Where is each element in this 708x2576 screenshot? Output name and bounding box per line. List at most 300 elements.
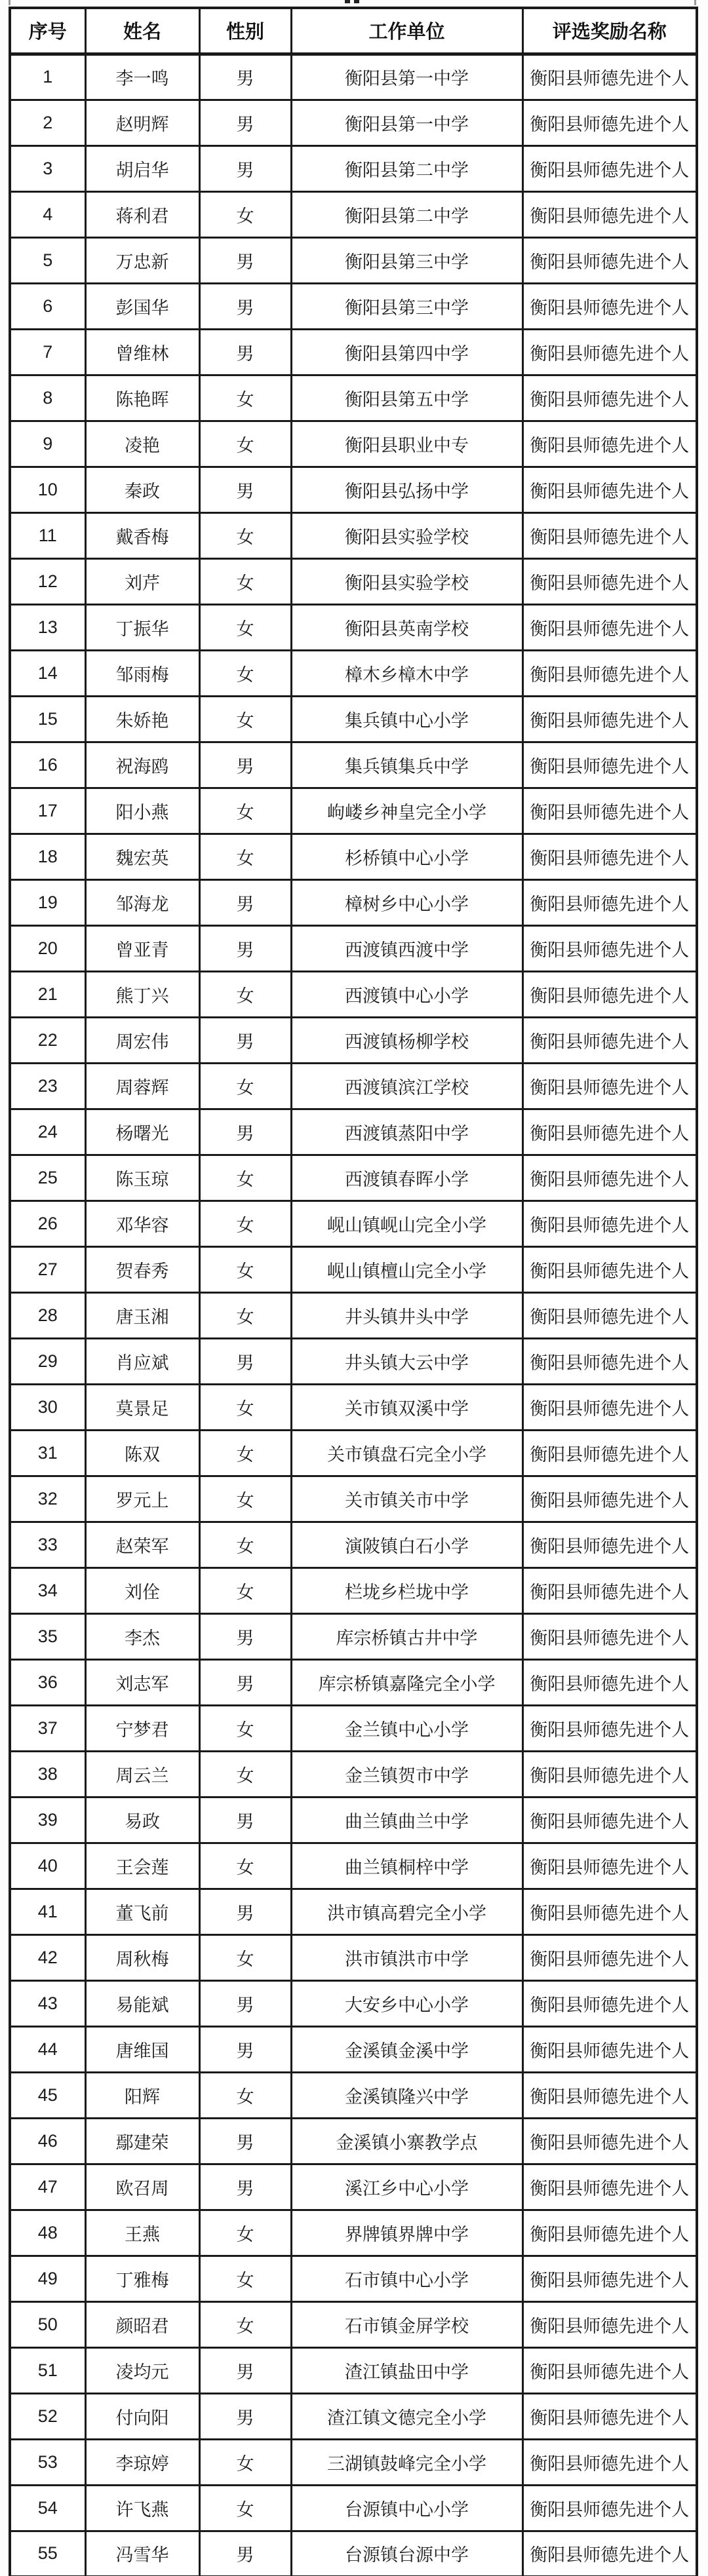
header-cell-gender: 性别: [199, 8, 291, 54]
cell-name: 李琼婷: [85, 2439, 199, 2485]
cell-unit: 衡阳县第三中学: [291, 283, 522, 329]
cell-unit: 金溪镇小寨教学点: [291, 2118, 522, 2164]
cell-gender: 男: [199, 1017, 291, 1063]
cell-award: 衡阳县师德先进个人: [522, 2347, 697, 2393]
cell-gender: 女: [199, 1063, 291, 1109]
cell-name: 陈玉琼: [85, 1155, 199, 1201]
cell-serial: 47: [10, 2164, 85, 2210]
header-cell-serial: 序号: [10, 8, 85, 54]
cell-unit: 演陂镇白石小学: [291, 1522, 522, 1567]
cell-award: 衡阳县师德先进个人: [522, 2393, 697, 2439]
cell-award: 衡阳县师德先进个人: [522, 2531, 697, 2576]
cell-unit: 井头镇大云中学: [291, 1338, 522, 1384]
cell-award: 衡阳县师德先进个人: [522, 1338, 697, 1384]
cell-award: 衡阳县师德先进个人: [522, 145, 697, 191]
cell-award: 衡阳县师德先进个人: [522, 925, 697, 971]
cell-name: 戴香梅: [85, 512, 199, 558]
cell-unit: 岘山镇檀山完全小学: [291, 1246, 522, 1292]
cell-name: 冯雪华: [85, 2531, 199, 2576]
cell-unit: 金溪镇金溪中学: [291, 2026, 522, 2072]
table-row: [10, 1751, 697, 1797]
header-cell-award: 评选奖励名称: [522, 8, 697, 54]
cell-unit: 衡阳县第五中学: [291, 375, 522, 421]
cell-gender: 男: [199, 1109, 291, 1155]
cell-unit: 衡阳县英南学校: [291, 604, 522, 650]
cell-award: 衡阳县师德先进个人: [522, 1843, 697, 1889]
cell-serial: 25: [10, 1155, 85, 1201]
cell-serial: 41: [10, 1889, 85, 1934]
cell-gender: 女: [199, 604, 291, 650]
cell-unit: 金兰镇中心小学: [291, 1705, 522, 1751]
cell-gender: 女: [199, 834, 291, 879]
cell-serial: 48: [10, 2210, 85, 2256]
cell-gender: 男: [199, 2164, 291, 2210]
cell-unit: 曲兰镇曲兰中学: [291, 1797, 522, 1843]
cell-unit: 衡阳县第四中学: [291, 329, 522, 375]
cell-award: 衡阳县师德先进个人: [522, 1522, 697, 1567]
cell-name: 董飞前: [85, 1889, 199, 1934]
cell-gender: 女: [199, 512, 291, 558]
cell-award: 衡阳县师德先进个人: [522, 2301, 697, 2347]
cell-gender: 男: [199, 925, 291, 971]
cell-award: 衡阳县师德先进个人: [522, 1567, 697, 1613]
cell-unit: 关市镇双溪中学: [291, 1384, 522, 1430]
cell-award: 衡阳县师德先进个人: [522, 1155, 697, 1201]
cell-gender: 女: [199, 1567, 291, 1613]
header-cell-unit: 工作单位: [291, 8, 522, 54]
table-row: [10, 2118, 697, 2164]
cell-name: 颜昭君: [85, 2301, 199, 2347]
cell-name: 陈双: [85, 1430, 199, 1476]
cell-award: 衡阳县师德先进个人: [522, 191, 697, 237]
cell-unit: 井头镇井头中学: [291, 1292, 522, 1338]
table-row: [10, 1017, 697, 1063]
table-row: [10, 2301, 697, 2347]
cell-award: 衡阳县师德先进个人: [522, 879, 697, 925]
cell-serial: 40: [10, 1843, 85, 1889]
header-cell-name: 姓名: [85, 8, 199, 54]
table-row: [10, 1109, 697, 1155]
cell-unit: 大安乡中心小学: [291, 1980, 522, 2026]
cell-serial: 9: [10, 421, 85, 467]
cell-name: 付向阳: [85, 2393, 199, 2439]
table-row: [10, 1476, 697, 1522]
cell-name: 丁雅梅: [85, 2256, 199, 2301]
cell-gender: 女: [199, 1201, 291, 1246]
cell-gender: 女: [199, 1155, 291, 1201]
table-row: [10, 2531, 697, 2576]
table-row: [10, 100, 697, 145]
cell-serial: 34: [10, 1567, 85, 1613]
cell-name: 刘芹: [85, 558, 199, 604]
cell-unit: 西渡镇杨柳学校: [291, 1017, 522, 1063]
cell-name: 胡启华: [85, 145, 199, 191]
cell-name: 曾亚青: [85, 925, 199, 971]
table-row: [10, 2347, 697, 2393]
cell-unit: 关市镇关市中学: [291, 1476, 522, 1522]
cell-gender: 男: [199, 54, 291, 100]
cell-name: 罗元上: [85, 1476, 199, 1522]
cell-gender: 男: [199, 1659, 291, 1705]
cell-name: 邹雨梅: [85, 650, 199, 696]
cell-name: 彭国华: [85, 283, 199, 329]
table-row: [10, 834, 697, 879]
cell-serial: 29: [10, 1338, 85, 1384]
cell-unit: 衡阳县弘扬中学: [291, 467, 522, 512]
cell-serial: 39: [10, 1797, 85, 1843]
cell-gender: 女: [199, 1843, 291, 1889]
header-row: [10, 8, 697, 54]
table-row: [10, 742, 697, 788]
cell-unit: 库宗桥镇嘉隆完全小学: [291, 1659, 522, 1705]
cell-award: 衡阳县师德先进个人: [522, 834, 697, 879]
cell-serial: 10: [10, 467, 85, 512]
cell-unit: 库宗桥镇古井中学: [291, 1613, 522, 1659]
cell-award: 衡阳县师德先进个人: [522, 421, 697, 467]
table-row: [10, 1659, 697, 1705]
cell-serial: 3: [10, 145, 85, 191]
cell-serial: 20: [10, 925, 85, 971]
cell-gender: 女: [199, 788, 291, 834]
table-row: [10, 283, 697, 329]
table-row: [10, 1980, 697, 2026]
cell-award: 衡阳县师德先进个人: [522, 1109, 697, 1155]
table-row: [10, 54, 697, 100]
cell-name: 万忠新: [85, 237, 199, 283]
cropped-border-fragment-right: [694, 0, 696, 5]
cell-gender: 男: [199, 2026, 291, 2072]
cell-name: 熊丁兴: [85, 971, 199, 1017]
cell-name: 许飞燕: [85, 2485, 199, 2531]
cell-name: 秦政: [85, 467, 199, 512]
cell-award: 衡阳县师德先进个人: [522, 1705, 697, 1751]
cell-award: 衡阳县师德先进个人: [522, 1201, 697, 1246]
cell-award: 衡阳县师德先进个人: [522, 1751, 697, 1797]
table-row: [10, 1797, 697, 1843]
table-body: [10, 54, 697, 2576]
cell-unit: 三湖镇鼓峰完全小学: [291, 2439, 522, 2485]
table-row: [10, 237, 697, 283]
cell-gender: 女: [199, 1934, 291, 1980]
cell-serial: 36: [10, 1659, 85, 1705]
cell-gender: 男: [199, 2347, 291, 2393]
cell-award: 衡阳县师德先进个人: [522, 1246, 697, 1292]
cell-unit: 洪市镇高碧完全小学: [291, 1889, 522, 1934]
cell-award: 衡阳县师德先进个人: [522, 100, 697, 145]
cell-unit: 衡阳县第一中学: [291, 54, 522, 100]
cell-award: 衡阳县师德先进个人: [522, 1430, 697, 1476]
table-row: [10, 1522, 697, 1567]
cell-gender: 女: [199, 1430, 291, 1476]
cell-serial: 54: [10, 2485, 85, 2531]
cell-name: 周秋梅: [85, 1934, 199, 1980]
cell-unit: 台源镇中心小学: [291, 2485, 522, 2531]
cell-unit: 渣江镇盐田中学: [291, 2347, 522, 2393]
cell-serial: 8: [10, 375, 85, 421]
cell-name: 唐玉湘: [85, 1292, 199, 1338]
cell-award: 衡阳县师德先进个人: [522, 1476, 697, 1522]
cell-gender: 女: [199, 2485, 291, 2531]
cell-serial: 38: [10, 1751, 85, 1797]
table-row: [10, 2256, 697, 2301]
cell-award: 衡阳县师德先进个人: [522, 1017, 697, 1063]
cell-serial: 45: [10, 2072, 85, 2118]
table-row: [10, 1567, 697, 1613]
cell-award: 衡阳县师德先进个人: [522, 237, 697, 283]
cell-award: 衡阳县师德先进个人: [522, 2256, 697, 2301]
cell-name: 朱娇艳: [85, 696, 199, 742]
cell-gender: 女: [199, 1522, 291, 1567]
cell-unit: 衡阳县第三中学: [291, 237, 522, 283]
cell-gender: 男: [199, 2393, 291, 2439]
cell-award: 衡阳县师德先进个人: [522, 1889, 697, 1934]
cell-unit: 西渡镇滨江学校: [291, 1063, 522, 1109]
cell-name: 凌艳: [85, 421, 199, 467]
cell-award: 衡阳县师德先进个人: [522, 2164, 697, 2210]
cell-award: 衡阳县师德先进个人: [522, 788, 697, 834]
cell-unit: 金兰镇贺市中学: [291, 1751, 522, 1797]
cell-serial: 30: [10, 1384, 85, 1430]
cell-serial: 27: [10, 1246, 85, 1292]
cell-award: 衡阳县师德先进个人: [522, 971, 697, 1017]
table-row: [10, 1705, 697, 1751]
table-row: [10, 1155, 697, 1201]
cell-name: 欧召周: [85, 2164, 199, 2210]
cell-unit: 衡阳县实验学校: [291, 558, 522, 604]
table-row: [10, 2485, 697, 2531]
cell-name: 唐维国: [85, 2026, 199, 2072]
cell-award: 衡阳县师德先进个人: [522, 1659, 697, 1705]
cell-unit: 岣嵝乡神皇完全小学: [291, 788, 522, 834]
cell-name: 杨曙光: [85, 1109, 199, 1155]
cell-unit: 关市镇盘石完全小学: [291, 1430, 522, 1476]
cell-serial: 1: [10, 54, 85, 100]
cell-serial: 37: [10, 1705, 85, 1751]
cell-name: 王会莲: [85, 1843, 199, 1889]
cell-award: 衡阳县师德先进个人: [522, 1934, 697, 1980]
cell-name: 易政: [85, 1797, 199, 1843]
cell-gender: 女: [199, 375, 291, 421]
cell-gender: 男: [199, 145, 291, 191]
cell-serial: 16: [10, 742, 85, 788]
table-row: [10, 1338, 697, 1384]
cell-name: 阳辉: [85, 2072, 199, 2118]
cell-gender: 女: [199, 2210, 291, 2256]
cell-name: 赵荣军: [85, 1522, 199, 1567]
cell-award: 衡阳县师德先进个人: [522, 2118, 697, 2164]
cell-serial: 15: [10, 696, 85, 742]
cell-award: 衡阳县师德先进个人: [522, 467, 697, 512]
cropped-title-fragment: [345, 0, 359, 3]
cell-award: 衡阳县师德先进个人: [522, 604, 697, 650]
table-row: [10, 1246, 697, 1292]
table-row: [10, 1613, 697, 1659]
table-row: [10, 2072, 697, 2118]
table-row: [10, 1843, 697, 1889]
cell-serial: 43: [10, 1980, 85, 2026]
cell-award: 衡阳县师德先进个人: [522, 2485, 697, 2531]
cell-unit: 衡阳县职业中专: [291, 421, 522, 467]
cell-award: 衡阳县师德先进个人: [522, 696, 697, 742]
cell-name: 阳小燕: [85, 788, 199, 834]
cell-name: 周云兰: [85, 1751, 199, 1797]
cell-unit: 溪江乡中心小学: [291, 2164, 522, 2210]
cell-unit: 樟木乡樟木中学: [291, 650, 522, 696]
cell-name: 陈艳晖: [85, 375, 199, 421]
table-row: [10, 1889, 697, 1934]
cell-serial: 12: [10, 558, 85, 604]
cell-unit: 渣江镇文德完全小学: [291, 2393, 522, 2439]
cell-serial: 23: [10, 1063, 85, 1109]
cell-serial: 49: [10, 2256, 85, 2301]
cell-name: 邓华容: [85, 1201, 199, 1246]
cell-gender: 男: [199, 1797, 291, 1843]
cell-gender: 男: [199, 2531, 291, 2576]
cell-serial: 14: [10, 650, 85, 696]
table-row: [10, 2164, 697, 2210]
cell-unit: 金溪镇隆兴中学: [291, 2072, 522, 2118]
cell-award: 衡阳县师德先进个人: [522, 283, 697, 329]
cell-serial: 22: [10, 1017, 85, 1063]
table-row: [10, 558, 697, 604]
cell-gender: 男: [199, 100, 291, 145]
cell-name: 肖应斌: [85, 1338, 199, 1384]
cell-award: 衡阳县师德先进个人: [522, 1063, 697, 1109]
cell-gender: 女: [199, 2072, 291, 2118]
cell-name: 曾维林: [85, 329, 199, 375]
cell-name: 刘志军: [85, 1659, 199, 1705]
cell-name: 宁梦君: [85, 1705, 199, 1751]
cell-serial: 21: [10, 971, 85, 1017]
cell-serial: 4: [10, 191, 85, 237]
cell-gender: 男: [199, 237, 291, 283]
cell-unit: 樟树乡中心小学: [291, 879, 522, 925]
table-row: [10, 696, 697, 742]
cell-award: 衡阳县师德先进个人: [522, 1980, 697, 2026]
cell-serial: 17: [10, 788, 85, 834]
cell-name: 凌均元: [85, 2347, 199, 2393]
cell-serial: 19: [10, 879, 85, 925]
cell-award: 衡阳县师德先进个人: [522, 54, 697, 100]
cell-gender: 男: [199, 1889, 291, 1934]
cell-gender: 男: [199, 283, 291, 329]
cell-unit: 岘山镇岘山完全小学: [291, 1201, 522, 1246]
cell-award: 衡阳县师德先进个人: [522, 375, 697, 421]
cell-serial: 35: [10, 1613, 85, 1659]
cell-award: 衡阳县师德先进个人: [522, 742, 697, 788]
table-row: [10, 604, 697, 650]
cell-name: 王燕: [85, 2210, 199, 2256]
cell-serial: 5: [10, 237, 85, 283]
table-row: [10, 1292, 697, 1338]
cell-serial: 55: [10, 2531, 85, 2576]
table-row: [10, 2210, 697, 2256]
cell-serial: 31: [10, 1430, 85, 1476]
cell-gender: 女: [199, 1384, 291, 1430]
cell-unit: 衡阳县第二中学: [291, 145, 522, 191]
cell-unit: 曲兰镇桐梓中学: [291, 1843, 522, 1889]
cell-gender: 女: [199, 650, 291, 696]
cell-award: 衡阳县师德先进个人: [522, 512, 697, 558]
cell-gender: 男: [199, 1980, 291, 2026]
cell-serial: 7: [10, 329, 85, 375]
cell-unit: 衡阳县第一中学: [291, 100, 522, 145]
cropped-border-fragment-left: [9, 0, 10, 5]
cell-gender: 男: [199, 742, 291, 788]
cell-gender: 女: [199, 2301, 291, 2347]
cell-serial: 24: [10, 1109, 85, 1155]
table-row: [10, 421, 697, 467]
table-row: [10, 191, 697, 237]
table-row: [10, 2439, 697, 2485]
cell-name: 鄢建荣: [85, 2118, 199, 2164]
table-row: [10, 375, 697, 421]
table-row: [10, 467, 697, 512]
table-row: [10, 971, 697, 1017]
cell-serial: 52: [10, 2393, 85, 2439]
cell-serial: 44: [10, 2026, 85, 2072]
table-row: [10, 1063, 697, 1109]
cell-unit: 界牌镇界牌中学: [291, 2210, 522, 2256]
cell-serial: 33: [10, 1522, 85, 1567]
cell-name: 李一鸣: [85, 54, 199, 100]
cell-award: 衡阳县师德先进个人: [522, 1292, 697, 1338]
cell-unit: 石市镇中心小学: [291, 2256, 522, 2301]
cell-serial: 46: [10, 2118, 85, 2164]
cell-unit: 西渡镇春晖小学: [291, 1155, 522, 1201]
cell-unit: 西渡镇西渡中学: [291, 925, 522, 971]
table-row: [10, 788, 697, 834]
cell-unit: 石市镇金屏学校: [291, 2301, 522, 2347]
table-row: [10, 1934, 697, 1980]
table-row: [10, 2393, 697, 2439]
cell-gender: 女: [199, 1751, 291, 1797]
cell-unit: 台源镇台源中学: [291, 2531, 522, 2576]
cell-name: 刘佺: [85, 1567, 199, 1613]
table-header: [10, 8, 697, 54]
cell-award: 衡阳县师德先进个人: [522, 1797, 697, 1843]
cell-gender: 女: [199, 1705, 291, 1751]
table-row: [10, 925, 697, 971]
cell-unit: 集兵镇中心小学: [291, 696, 522, 742]
table-row: [10, 1430, 697, 1476]
cell-name: 周宏伟: [85, 1017, 199, 1063]
cell-gender: 男: [199, 879, 291, 925]
awards-table: [9, 7, 698, 2576]
cell-name: 邹海龙: [85, 879, 199, 925]
cell-gender: 女: [199, 1476, 291, 1522]
cell-gender: 女: [199, 2439, 291, 2485]
cell-award: 衡阳县师德先进个人: [522, 1384, 697, 1430]
cell-serial: 28: [10, 1292, 85, 1338]
cell-gender: 女: [199, 421, 291, 467]
cell-award: 衡阳县师德先进个人: [522, 2439, 697, 2485]
cell-serial: 18: [10, 834, 85, 879]
cell-gender: 男: [199, 1338, 291, 1384]
table-row: [10, 650, 697, 696]
cell-gender: 男: [199, 2118, 291, 2164]
cell-serial: 2: [10, 100, 85, 145]
cell-award: 衡阳县师德先进个人: [522, 2210, 697, 2256]
table-row: [10, 329, 697, 375]
cell-serial: 13: [10, 604, 85, 650]
cell-unit: 西渡镇蒸阳中学: [291, 1109, 522, 1155]
cell-serial: 26: [10, 1201, 85, 1246]
cell-gender: 女: [199, 1246, 291, 1292]
cell-award: 衡阳县师德先进个人: [522, 329, 697, 375]
cell-unit: 集兵镇集兵中学: [291, 742, 522, 788]
table-row: [10, 145, 697, 191]
